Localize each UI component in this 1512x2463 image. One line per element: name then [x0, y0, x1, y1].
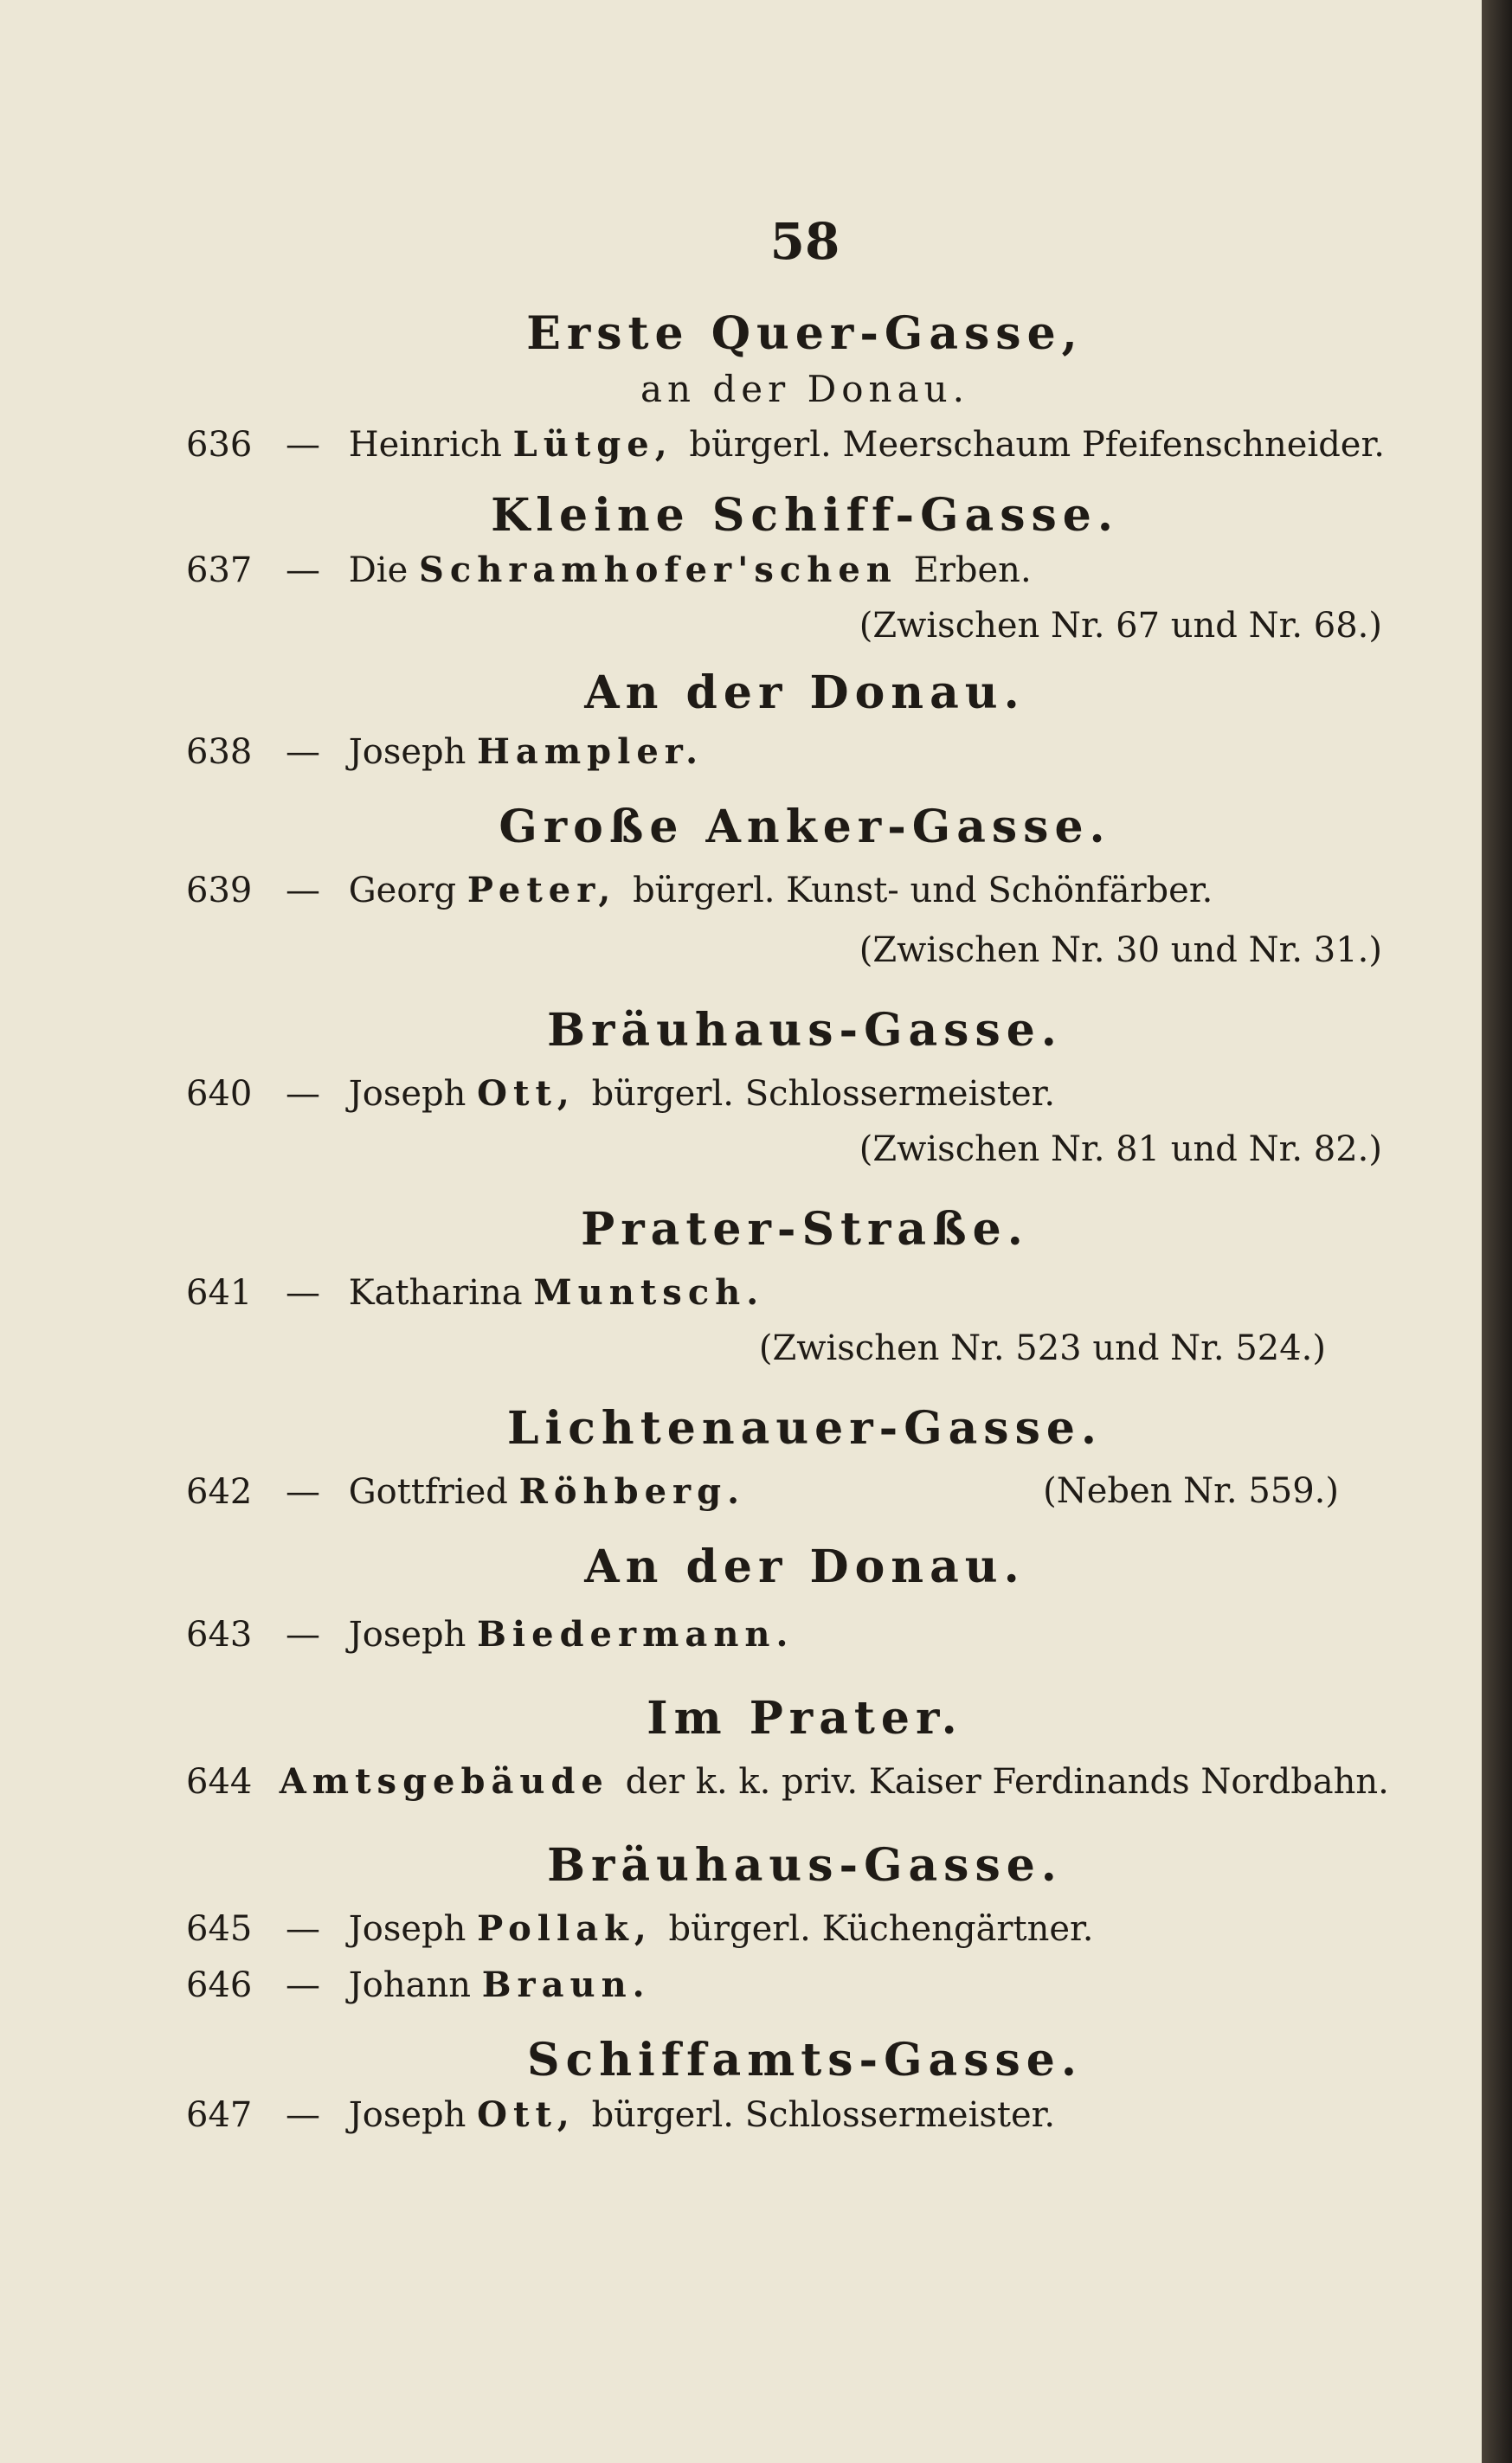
- page-number: 58: [769, 212, 840, 271]
- entry-row: [186, 1965, 651, 2005]
- street-heading: Prater-Straße.: [581, 1203, 1029, 1256]
- surname: Pollak,: [477, 1908, 653, 1949]
- location-note: (Neben Nr. 559.): [1043, 1471, 1339, 1511]
- entry-row: [186, 731, 704, 772]
- dash: —: [286, 1472, 320, 1512]
- street-heading: Bräuhaus-Gasse.: [547, 1004, 1063, 1057]
- entry-row: [186, 424, 1385, 465]
- occupation: bürgerl. Meerschaum Pfeifenschneider.: [689, 425, 1385, 465]
- street-heading: Erste Quer-Gasse,: [526, 307, 1084, 360]
- occupation: bürgerl. Kunst- und Schönfärber.: [633, 871, 1213, 910]
- dash: —: [286, 2095, 320, 2135]
- first-name: Joseph: [348, 1909, 466, 1949]
- house-number: 642: [186, 1472, 253, 1512]
- first-name: Heinrich: [348, 425, 502, 465]
- street-subheading: an der Donau.: [640, 368, 970, 410]
- house-number: 647: [186, 2095, 253, 2135]
- dash: —: [286, 732, 320, 772]
- surname: Peter,: [466, 870, 617, 910]
- first-name: Joseph: [348, 1074, 466, 1114]
- entry-row: [186, 870, 1213, 910]
- occupation: bürgerl. Schlossermeister.: [591, 1074, 1056, 1114]
- entry-row: [186, 1614, 794, 1655]
- street-heading: Lichtenauer-Gasse.: [506, 1402, 1103, 1455]
- first-name: Joseph: [348, 732, 466, 772]
- entry-row: [186, 550, 1032, 590]
- location-note: (Zwischen Nr. 67 und Nr. 68.): [859, 606, 1382, 646]
- entry-row: [186, 1471, 745, 1512]
- dash: —: [286, 1909, 320, 1949]
- dash: —: [286, 1074, 320, 1114]
- first-name: Joseph: [348, 2095, 466, 2135]
- street-heading: Im Prater.: [647, 1692, 963, 1745]
- surname: Schramhofer'schen: [418, 550, 898, 590]
- house-number: 641: [186, 1273, 253, 1313]
- house-number: 644: [186, 1762, 253, 1802]
- first-name: Gottfried: [348, 1472, 508, 1512]
- first-name: Johann: [348, 1965, 471, 2005]
- building-name: Amtsgebäude: [279, 1761, 609, 1802]
- house-number: 645: [186, 1909, 253, 1949]
- occupation: bürgerl. Küchengärtner.: [668, 1909, 1094, 1949]
- entry-row: [186, 2094, 1055, 2135]
- location-note: (Zwischen Nr. 30 und Nr. 31.): [859, 930, 1382, 970]
- dash: —: [286, 550, 320, 590]
- building-owner: der k. k. priv. Kaiser Ferdinands Nordbahn.: [625, 1762, 1389, 1802]
- location-note: (Zwischen Nr. 81 und Nr. 82.): [859, 1129, 1382, 1169]
- house-number: 639: [186, 871, 253, 910]
- entry-row: [186, 1073, 1055, 1114]
- dash: —: [286, 1965, 320, 2005]
- house-number: 646: [186, 1965, 253, 2005]
- surname: Hampler.: [477, 731, 705, 772]
- house-number: 638: [186, 732, 253, 772]
- surname: Lütge,: [512, 424, 673, 465]
- dash: —: [286, 871, 320, 910]
- house-number: 643: [186, 1615, 253, 1655]
- surname: Ott,: [477, 1073, 576, 1114]
- house-number: 640: [186, 1074, 253, 1114]
- surname: Röhberg.: [518, 1471, 746, 1512]
- entry-row: [186, 1272, 764, 1313]
- street-heading: Kleine Schiff-Gasse.: [491, 489, 1119, 542]
- first-name: Katharina: [348, 1273, 523, 1313]
- surname: Muntsch.: [533, 1272, 765, 1313]
- entry-row: [186, 1761, 1389, 1802]
- dash: —: [286, 1615, 320, 1655]
- street-heading: Große Anker-Gasse.: [499, 801, 1111, 853]
- first-name: Die: [348, 550, 409, 590]
- first-name: Georg: [348, 871, 457, 910]
- street-heading: An der Donau.: [584, 1540, 1026, 1593]
- house-number: 636: [186, 425, 253, 465]
- street-heading: An der Donau.: [584, 666, 1026, 719]
- first-name: Joseph: [348, 1615, 466, 1655]
- surname: Biedermann.: [477, 1614, 795, 1655]
- page-edge: [1482, 0, 1512, 2463]
- entry-row: [186, 1908, 1093, 1949]
- occupation: Erben.: [913, 550, 1032, 590]
- location-note: (Zwischen Nr. 523 und Nr. 524.): [758, 1328, 1326, 1368]
- dash: —: [286, 425, 320, 465]
- surname: Ott,: [477, 2094, 576, 2135]
- dash: —: [286, 1273, 320, 1313]
- surname: Braun.: [481, 1965, 651, 2005]
- street-heading: Schiffamts-Gasse.: [527, 2034, 1083, 2087]
- house-number: 637: [186, 550, 253, 590]
- occupation: bürgerl. Schlossermeister.: [591, 2095, 1056, 2135]
- street-heading: Bräuhaus-Gasse.: [547, 1839, 1063, 1892]
